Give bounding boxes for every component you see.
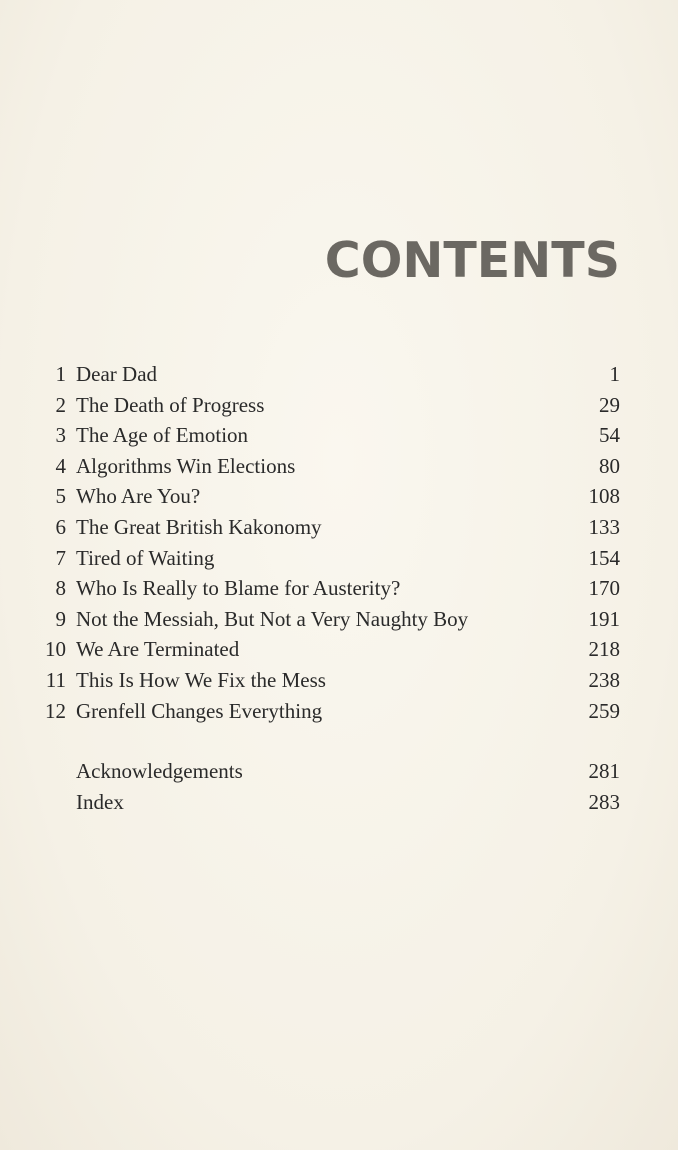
chapter-number: 11 <box>45 667 66 692</box>
chapter-title: This Is How We Fix the Mess <box>76 667 326 692</box>
table-of-contents <box>0 359 678 817</box>
toc-entry <box>0 604 678 635</box>
chapter-title: Who Is Really to Blame for Austerity? <box>76 576 401 601</box>
chapter-title: Who Are You? <box>76 484 201 509</box>
chapter-number: 6 <box>55 514 66 539</box>
chapter-title: We Are Terminated <box>76 637 240 662</box>
chapter-number: 3 <box>55 423 66 448</box>
chapter-number: 9 <box>55 606 66 631</box>
chapter-number: 2 <box>55 392 66 417</box>
chapter-number: 4 <box>55 453 66 478</box>
page-number: 1 <box>609 362 620 386</box>
page-number: 218 <box>588 637 620 662</box>
chapter-title: The Great British Kakonomy <box>76 514 322 539</box>
chapter-title: Dear Dad <box>76 362 158 386</box>
chapter-number: 10 <box>45 637 66 662</box>
page-number: 80 <box>599 453 620 478</box>
toc-entry <box>0 390 678 421</box>
chapter-title: Tired of Waiting <box>76 545 215 570</box>
toc-entry <box>0 512 678 543</box>
chapter-number: 8 <box>55 576 66 601</box>
toc-entry <box>0 359 678 390</box>
toc-entry-back-matter <box>0 756 678 787</box>
page-number: 238 <box>588 667 620 692</box>
page-number: 154 <box>588 545 620 570</box>
contents-heading: CONTENTS <box>324 232 620 289</box>
page-number: 29 <box>599 392 620 417</box>
toc-entry <box>0 696 678 727</box>
chapter-number: 12 <box>45 698 66 723</box>
toc-entry <box>0 451 678 482</box>
chapter-number: 1 <box>55 362 66 386</box>
chapter-title: The Death of Progress <box>76 392 265 417</box>
back-matter-title: Index <box>76 789 124 814</box>
page-number: 133 <box>588 514 620 539</box>
page-number: 281 <box>588 759 620 784</box>
page-number: 259 <box>588 698 620 723</box>
chapter-title: Algorithms Win Elections <box>76 453 296 478</box>
toc-entry-back-matter <box>0 787 678 818</box>
toc-entry <box>0 543 678 574</box>
toc-entry <box>0 634 678 665</box>
page-number: 108 <box>588 484 620 509</box>
back-matter-title: Acknowledgements <box>76 759 243 784</box>
toc-entry <box>0 481 678 512</box>
toc-entry <box>0 665 678 696</box>
chapter-title: Not the Messiah, But Not a Very Naughty Boy <box>76 606 469 631</box>
page-number: 170 <box>588 576 620 601</box>
page-number: 283 <box>588 789 620 814</box>
page-number: 191 <box>588 606 620 631</box>
toc-entry <box>0 420 678 451</box>
toc-entry <box>0 573 678 604</box>
chapter-number: 7 <box>55 545 66 570</box>
page-number: 54 <box>599 423 620 448</box>
chapter-number: 5 <box>55 484 66 509</box>
chapter-title: The Age of Emotion <box>76 423 249 448</box>
section-spacer <box>0 726 678 756</box>
chapter-title: Grenfell Changes Everything <box>76 698 323 723</box>
